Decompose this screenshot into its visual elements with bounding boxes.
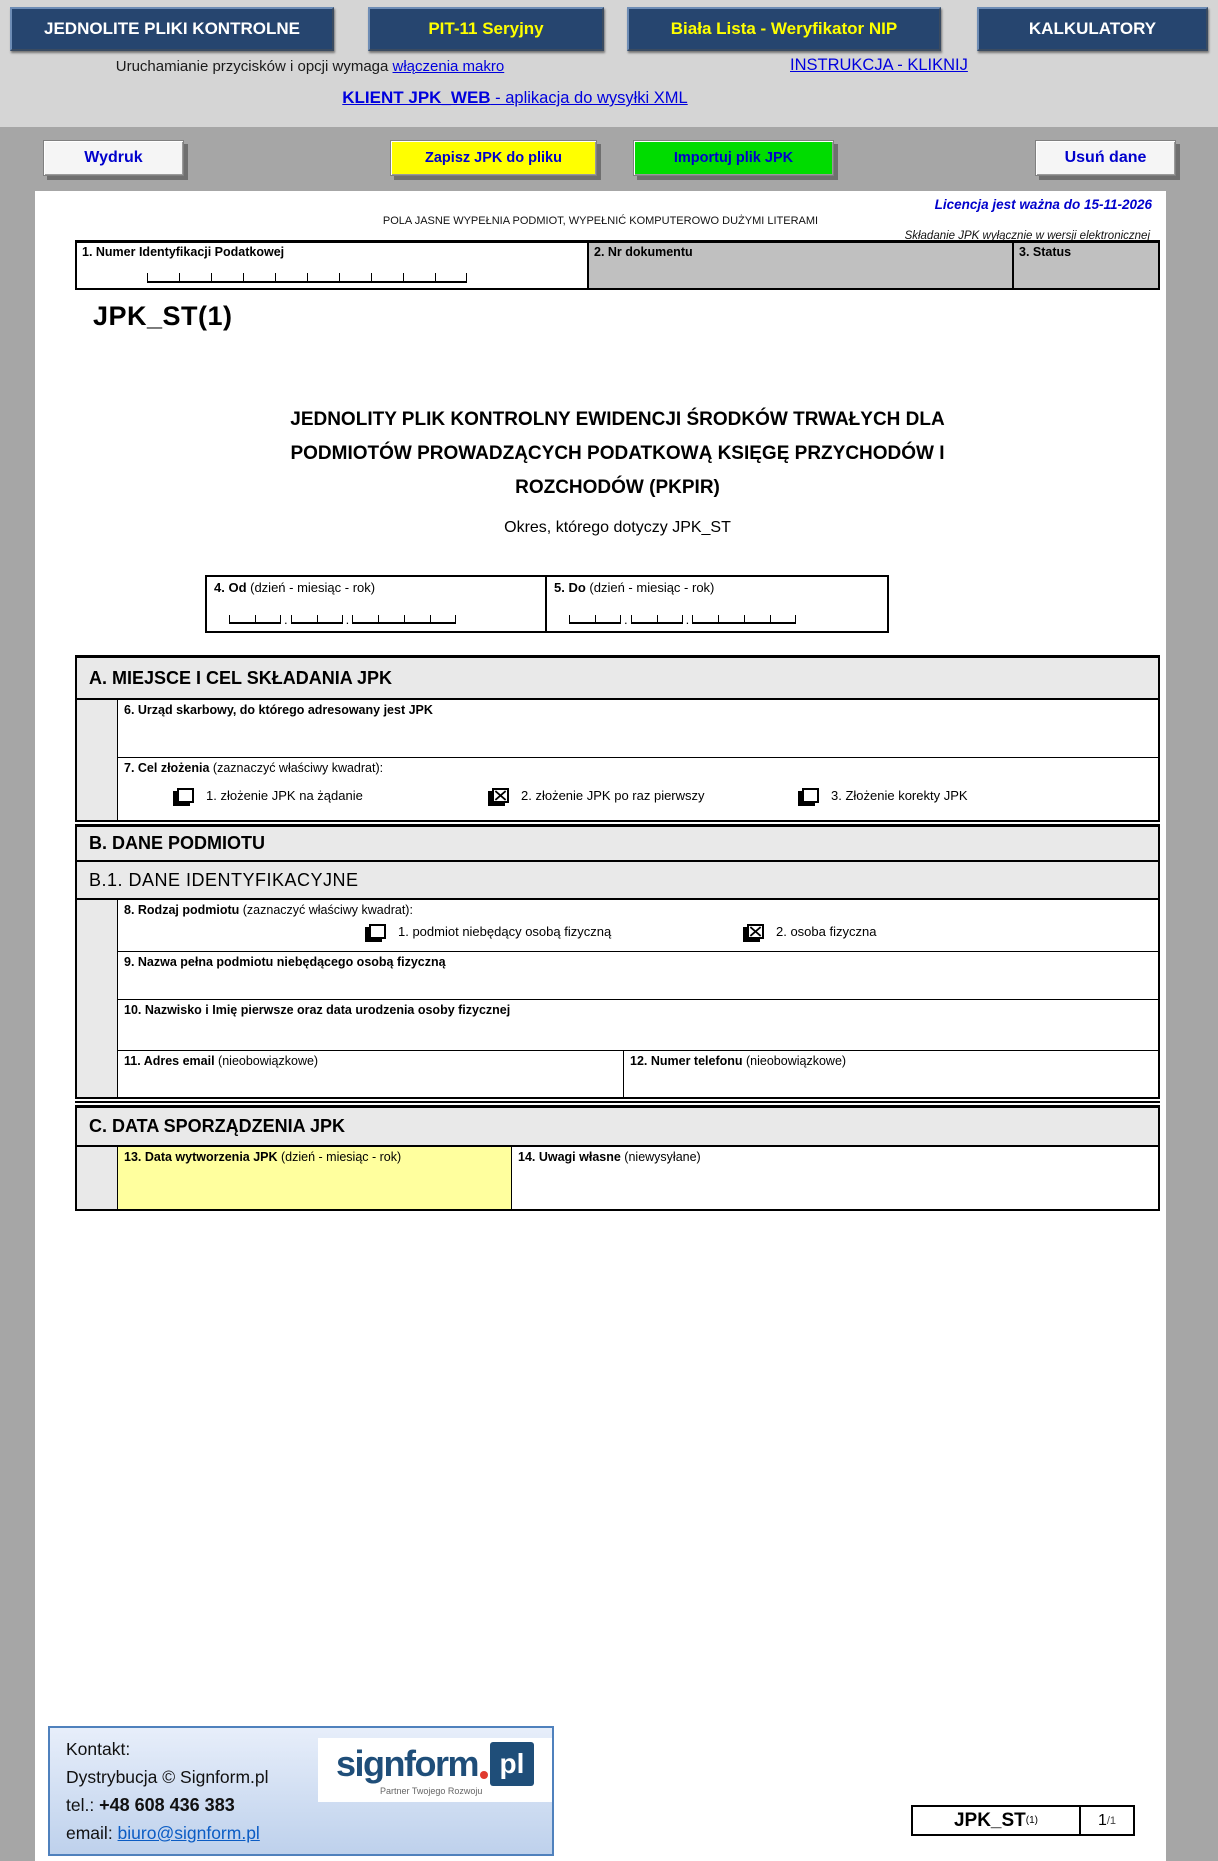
phone-label: tel.:: [66, 1795, 100, 1815]
nip-field-label: 1. Numer Identyfikacji Podatkowej: [82, 245, 285, 259]
page-footer-table: [911, 1805, 1135, 1836]
klient-link-rest-part: - aplikacja do wysyłki XML: [490, 89, 688, 107]
license-validity-note: Licencja jest ważna do 15-11-2026: [934, 197, 1152, 212]
section-a-gutter: [77, 700, 118, 820]
date-to-label: 5. Do: [554, 580, 586, 595]
option-zlozenie-po-raz-pierwszy[interactable]: [492, 788, 705, 803]
field-6-label: 6. Urząd skarbowy, do którego adresowany jest JPK: [124, 703, 433, 717]
footer-form-code-text: JPK_ST: [953, 1809, 1026, 1831]
nip-comb-input[interactable]: [147, 273, 467, 283]
wydruk-button[interactable]: Wydruk: [43, 140, 184, 176]
section-divider-line: [75, 1101, 1160, 1103]
option-zlozenie-korekty[interactable]: [802, 788, 968, 803]
option-osoba-fizyczna[interactable]: [747, 924, 876, 939]
field-14-hint: (niewysyłane): [620, 1150, 701, 1164]
contact-info-box: [48, 1726, 554, 1856]
form-main-title: [75, 403, 1160, 505]
date-to-hint: (dzień - miesiąc - rok): [585, 580, 715, 595]
contact-distribution: Dystrybucja © Signform.pl: [66, 1767, 269, 1787]
field-13-data-wytworzenia[interactable]: [118, 1147, 512, 1209]
field-12-hint: (nieobowiązkowe): [742, 1054, 847, 1068]
date-from-field[interactable]: [207, 577, 547, 631]
status-field: [1012, 243, 1158, 288]
footer-page-number: [1081, 1807, 1133, 1834]
workspace-area: [0, 127, 1218, 1861]
field-13-hint: (dzień - miesiąc - rok): [277, 1150, 402, 1164]
section-c-header: C. DATA SPORZĄDZENIA JPK: [75, 1105, 1160, 1147]
nav-button-jednolite-pliki-kontrolne[interactable]: JEDNOLITE PLIKI KONTROLNE: [10, 7, 334, 51]
klient-jpk-web-link[interactable]: [342, 89, 687, 107]
signform-logo-pl-badge: pl: [490, 1742, 534, 1786]
form-header-table: [75, 240, 1160, 290]
field-11-adres-email[interactable]: [118, 1051, 624, 1097]
nav-button-kalkulatory[interactable]: KALKULATORY: [977, 7, 1208, 51]
signform-logo-wordmark: signform: [335, 1743, 478, 1784]
klient-jpk-web-line: [0, 88, 1030, 108]
form-code-title: JPK_ST(1): [93, 301, 233, 331]
checkbox-podmiot-niefizyczny[interactable]: [369, 924, 386, 939]
contact-phone: [66, 1791, 269, 1819]
signform-logo: [318, 1738, 552, 1802]
section-b1-header: B.1. DANE IDENTYFIKACYJNE: [75, 862, 1160, 900]
period-date-table: [205, 575, 889, 633]
electronic-submission-note: Składanie JPK wyłącznie w wersji elektronicznej: [904, 230, 1150, 242]
field-14-label: 14. Uwagi własne: [518, 1150, 621, 1164]
field-7-hint: (zaznaczyć właściwy kwadrat):: [209, 761, 384, 775]
date-from-hint: (dzień - miesiąc - rok): [246, 580, 376, 595]
klient-link-bold-part: KLIENT JPK_WEB: [342, 88, 491, 107]
footer-form-code: [913, 1807, 1081, 1834]
field-8-label: 8. Rodzaj podmiotu: [124, 903, 240, 917]
footer-page-current: 1: [1097, 1811, 1107, 1829]
option-label: 3. Złożenie korekty JPK: [831, 788, 968, 803]
field-13-label: 13. Data wytworzenia JPK: [124, 1150, 278, 1164]
field-9-label: 9. Nazwa pełna podmiotu niebędącego osobą fizyczną: [124, 955, 446, 969]
email-label: email:: [66, 1823, 118, 1843]
nav-button-pit11-seryjny[interactable]: PIT-11 Seryjny: [368, 7, 604, 51]
form-title-line-2: PODMIOTÓW PROWADZĄCYCH PODATKOWĄ KSIĘGĘ PRZYCHODÓW I: [290, 443, 945, 464]
field-11-label: 11. Adres email: [124, 1054, 215, 1068]
date-from-label: 4. Od: [214, 580, 247, 595]
field-12-numer-telefonu[interactable]: [624, 1051, 1158, 1097]
field-10-nazwisko-imie[interactable]: [118, 999, 1158, 1050]
macro-note-text: Uruchamianie przycisków i opcji wymaga: [115, 58, 393, 75]
option-podmiot-niebedacy-osoba-fizyczna[interactable]: [369, 924, 611, 939]
field-6-urzad-skarbowy[interactable]: [118, 700, 1158, 757]
form-title-line-1: JEDNOLITY PLIK KONTROLNY EWIDENCJI ŚRODKÓW TRWAŁYCH DLA: [290, 409, 945, 430]
macro-note: [70, 58, 550, 75]
option-label: 1. złożenie JPK na żądanie: [206, 788, 363, 803]
form-title-line-3: ROZCHODÓW (PKPIR): [515, 477, 720, 498]
field-10-label: 10. Nazwisko i Imię pierwsze oraz data urodzenia osoby fizycznej: [124, 1003, 511, 1017]
form-fill-instruction: POLA JASNE WYPEŁNIA PODMIOT, WYPEŁNIĆ KOMPUTEROWO DUŻYMI LITERAMI: [382, 215, 819, 227]
signform-logo-tagline: Partner Twojego Rozwoju: [380, 1786, 483, 1796]
field-7-label: 7. Cel złożenia: [124, 761, 210, 775]
field-7-cel-zlozenia: [118, 757, 1158, 820]
date-from-comb-input[interactable]: . .: [229, 615, 456, 624]
section-c-gutter: [77, 1147, 118, 1209]
field-9-nazwa-pelna[interactable]: [118, 951, 1158, 999]
option-label: 2. złożenie JPK po raz pierwszy: [521, 788, 705, 803]
option-zlozenie-na-zadanie[interactable]: [177, 788, 363, 803]
usun-dane-button[interactable]: Usuń dane: [1035, 140, 1176, 176]
checkbox-zlozenie-korekty[interactable]: [802, 788, 819, 803]
top-navigation-bar: [0, 0, 1218, 127]
macro-enable-link[interactable]: włączenia makro: [392, 58, 505, 75]
document-number-label: 2. Nr dokumentu: [594, 245, 693, 259]
field-12-label: 12. Numer telefonu: [630, 1054, 743, 1068]
nav-button-biala-lista-weryfikator-nip[interactable]: Biała Lista - Weryfikator NIP: [627, 7, 941, 51]
date-to-field[interactable]: [547, 577, 887, 631]
section-b: [75, 824, 1160, 1103]
phone-number: +48 608 436 383: [99, 1795, 235, 1815]
status-label: 3. Status: [1019, 245, 1072, 259]
instrukcja-link[interactable]: INSTRUKCJA - KLIKNIJ: [790, 56, 968, 74]
section-a: [75, 655, 1160, 822]
option-label: 1. podmiot niebędący osobą fizyczną: [398, 924, 612, 939]
zapisz-jpk-do-pliku-button[interactable]: Zapisz JPK do pliku: [390, 140, 597, 176]
footer-page-total: /1: [1106, 1814, 1117, 1827]
checkbox-zlozenie-na-zadanie[interactable]: [177, 788, 194, 803]
option-label: 2. osoba fizyczna: [776, 924, 877, 939]
section-b-header: B. DANE PODMIOTU: [75, 824, 1160, 862]
nip-field[interactable]: [77, 243, 587, 288]
signform-logo-dot-icon: [480, 1771, 488, 1779]
field-11-hint: (nieobowiązkowe): [214, 1054, 319, 1068]
checkbox-osoba-fizyczna[interactable]: [747, 924, 764, 939]
checkbox-zlozenie-po-raz-pierwszy[interactable]: [492, 788, 509, 803]
importuj-plik-jpk-button[interactable]: Importuj plik JPK: [633, 140, 834, 176]
section-a-header: A. MIEJSCE I CEL SKŁADANIA JPK: [75, 655, 1160, 700]
email-link[interactable]: biuro@signform.pl: [117, 1823, 260, 1843]
field-8-hint: (zaznaczyć właściwy kwadrat):: [239, 903, 413, 917]
footer-form-code-version: (1): [1025, 1815, 1039, 1826]
date-to-comb-input[interactable]: . .: [569, 615, 796, 624]
checkbox-x-icon: [749, 926, 762, 937]
checkbox-x-icon: [494, 790, 507, 801]
contact-email: [66, 1819, 269, 1847]
field-8-rodzaj-podmiotu: [118, 900, 1158, 951]
field-14-uwagi-wlasne[interactable]: [512, 1147, 1158, 1209]
document-number-field: [587, 243, 1012, 288]
form-page: [35, 191, 1166, 1861]
section-b-gutter: [77, 900, 118, 1097]
contact-heading: Kontakt:: [66, 1739, 131, 1759]
section-c: [75, 1105, 1160, 1211]
period-subtitle: Okres, którego dotyczy JPK_ST: [504, 519, 731, 536]
